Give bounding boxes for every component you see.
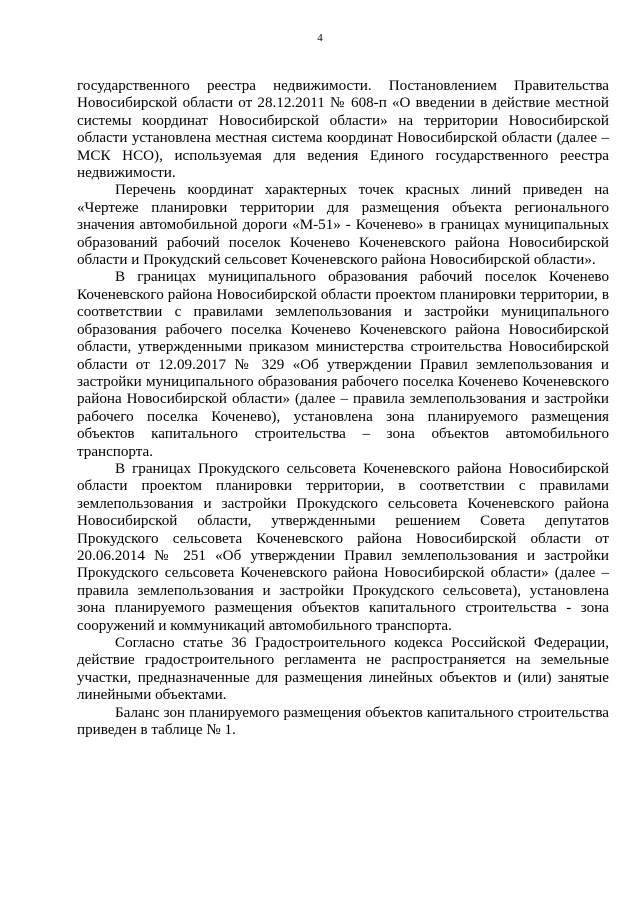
paragraph-kochenevo-zoning: В границах муниципального образования рабочий поселок Коченево Коченевского района Новосибирской области проектом планировки территории, в соответствии с правилами землепользования и застройки муниципального образования рабочего поселка Коченево Коченевского района Новосибирской области, утвержденными приказом министерства строительства Новосибирской области от 12.09.2017 № 329 «Об утверждении Правил землепользования и застройки муниципального образования рабочего поселка Коченево Коченевского района Новосибирской области» (далее – правила землепользования и застройки рабочего поселка Коченево), установлена зона планируемого размещения объектов капитального строительства – зона объектов автомобильного транспорта. (77, 269, 609, 460)
paragraph-red-lines-coordinates: Перечень координат характерных точек красных линий приведен на «Чертеже планировки территории для размещения объекта регионального значения автомобильной дороги «М-51» - Коченево» в границах муниципальных образований рабочий поселок Коченево Коченевского района Новосибирской области и Прокудский сельсовет Коченевского района Новосибирской области». (77, 182, 609, 269)
page-number: 4 (317, 32, 323, 44)
document-body (77, 78, 609, 739)
paragraph-registry-continuation: государственного реестра недвижимости. Постановлением Правительства Новосибирской области от 28.12.2011 № 608-п «О введении в действие местной системы координат Новосибирской области» на территории Новосибирской области установлена местная система координат Новосибирской области (далее – МСК НСО), используемая для ведения Единого государственного реестра недвижимости. (77, 78, 609, 182)
paragraph-zone-balance: Баланс зон планируемого размещения объектов капитального строительства приведен в таблице № 1. (77, 704, 609, 739)
paragraph-prokudsky-zoning: В границах Прокудского сельсовета Коченевского района Новосибирской области проектом планировки территории, в соответствии с правилами землепользования и застройки Прокудского сельсовета Коченевского района Новосибирской области, утвержденными решением Совета депутатов Прокудского сельсовета Коченевского района Новосибирской области от 20.06.2014 № 251 «Об утверждении Правил землепользования и застройки Прокудского сельсовета Коченевского района Новосибирской области» (далее – правила землепользования и застройки Прокудского сельсовета), установлена зона планируемого размещения объектов капитального строительства - зона сооружений и коммуникаций автомобильного транспорта. (77, 460, 609, 634)
paragraph-article-36: Согласно статье 36 Градостроительного кодекса Российской Федерации, действие градостроительного регламента не распространяется на земельные участки, предназначенные для размещения линейных объектов и (или) занятые линейными объектами. (77, 635, 609, 704)
